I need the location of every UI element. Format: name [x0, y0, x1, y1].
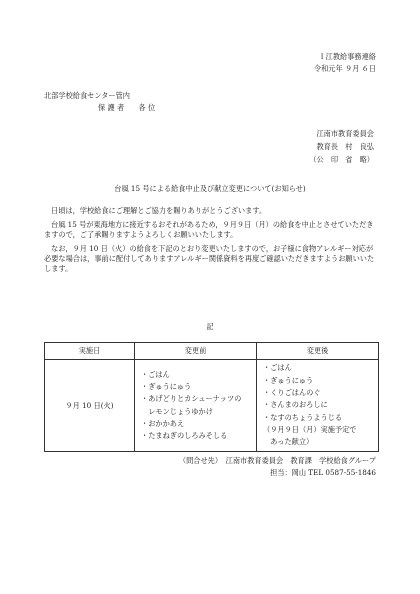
seal-note: （公 印 省 略） — [309, 155, 374, 164]
after-menu-list — [257, 362, 378, 448]
list-item: ・おかかあえ — [141, 418, 185, 428]
list-item: ・あげどりとカシューナッツの — [141, 394, 242, 404]
document-number: Ｉ江教給事務連絡 — [318, 52, 376, 61]
header-after: 変更後 — [257, 343, 379, 360]
subject-title: 台風 15 号による給食中止及び献立変更について(お知らせ) — [114, 184, 306, 193]
body-text — [44, 206, 380, 278]
list-item: ・なすのちょうようじる — [263, 412, 343, 422]
body-paragraph: なお，９月 10 日（火）の給食を下記のとおり変更いたしますので，お子様に食物アレルギー対応が必要な場合は，事前に配付してありますアレルギー関係資料を再度ご確認いただきますようお願いいたします。 — [44, 244, 375, 273]
header-before: 変更前 — [135, 343, 257, 360]
body-paragraph: 日頃は，学校給食にご理解とご協力を賜りありがとうございます。 — [51, 206, 267, 215]
list-item: ・ぎゅうにゅう — [141, 381, 192, 391]
recipient-org: 北部学校給食センター管内 — [44, 91, 130, 100]
cell-before — [135, 360, 257, 452]
cell-after — [257, 360, 379, 452]
list-item: （９月９日（月）実施予定で — [263, 424, 357, 434]
list-item: ・くりごはんのぐ — [263, 388, 321, 398]
issue-date: 令和元年 ９月 ６日 — [313, 64, 376, 73]
before-menu-list — [135, 369, 256, 443]
contact-line: （問合せ先） 江南市教育委員会 教育課 学校給食グループ — [178, 456, 376, 465]
sender-person: 教育長 村 良弘 — [316, 142, 374, 151]
menu-change-table — [44, 342, 379, 452]
contact-phone: 担当：岡山 TEL 0587-55-1846 — [270, 468, 376, 477]
list-item: レモンじょうゆかけ — [141, 406, 213, 416]
recipient-title: 保 護 者 各 位 — [98, 103, 156, 112]
table-header-row — [45, 343, 379, 360]
list-item: ・さんまのおろしに — [263, 400, 328, 410]
table-row — [45, 360, 379, 452]
list-item: ・ごはん — [141, 369, 170, 379]
list-item: あった献立） — [263, 437, 314, 447]
ki-heading: 記 — [206, 322, 214, 331]
list-item: ・ごはん — [263, 363, 292, 373]
list-item: ・ぎゅうにゅう — [263, 375, 314, 385]
list-item: ・たまねぎのしろみそしる — [141, 431, 228, 441]
sender-org: 江南市教育委員会 — [316, 129, 374, 138]
cell-date: ９月 10 日(火) — [45, 360, 135, 452]
body-paragraph: 台風 15 号が東海地方に接近するおそれがあるため，９月９日（月）の給食を中止とさせていただきますので，ご了承賜りますようよろしくお願いいたします。 — [44, 220, 374, 239]
header-date: 実施日 — [45, 343, 135, 360]
